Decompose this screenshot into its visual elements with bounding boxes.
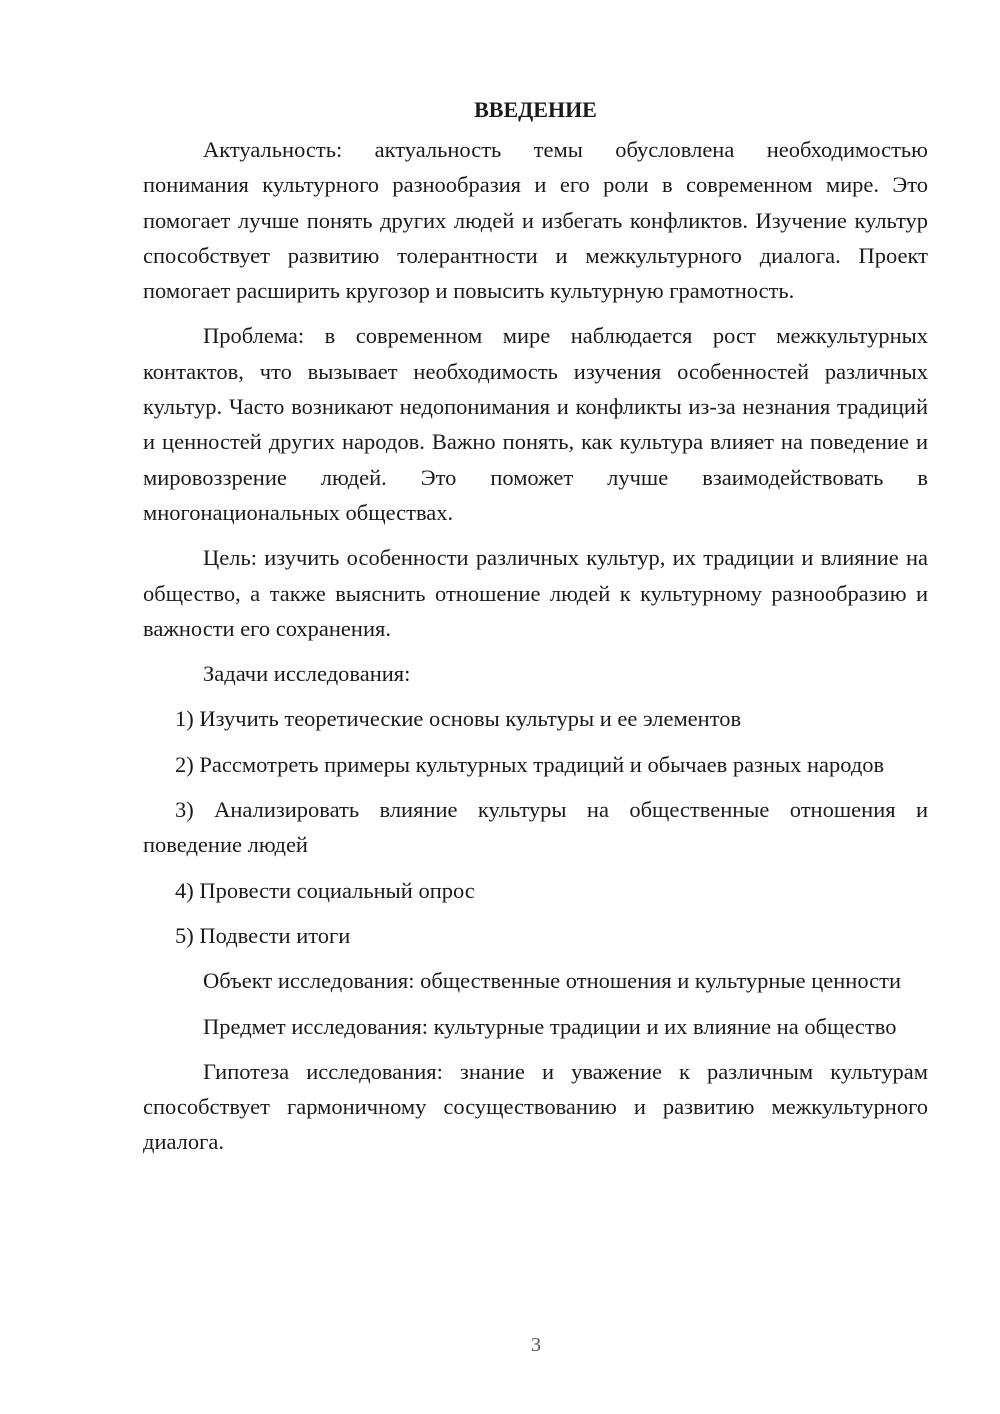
task-item: 1) Изучить теоретические основы культуры и ее элементов: [175, 706, 742, 732]
page-number: 3: [531, 1334, 541, 1356]
task-item: 3) Анализировать влияние культуры на общественные отношения и поведение людей: [143, 797, 928, 858]
hypothesis-paragraph: Гипотеза исследования: знание и уважение к различным культурам способствует гармоничному сосуществованию и развитию межкультурного диалога.: [143, 1058, 928, 1155]
relevance-paragraph: Актуальность: актуальность темы обусловлена необходимостью понимания культурного разнообразия и его роли в современном мире. Это помогает лучше понять других людей и избегать конфликтов. Изучение культур способствует развитию толерантности и межкультурного диалога. Проект помогает расширить кругозор и повысить культурную грамотность.: [143, 137, 928, 304]
subject-paragraph: Предмет исследования: культурные традиции и их влияние на общество: [203, 1013, 897, 1039]
object-paragraph: Объект исследования: общественные отношения и культурные ценности: [203, 968, 901, 994]
problem-paragraph: Проблема: в современном мире наблюдается рост межкультурных контактов, что вызывает необходимость изучения особенностей различных культур. Часто возникают недопонимания и конфликты из-за незнания традиций и ценностей других народов. Важно понять, как культура влияет на поведение и мировоззрение людей. Это поможет лучше взаимодействовать в многонациональных обществах.: [143, 323, 928, 525]
section-heading: ВВЕДЕНИЕ: [474, 97, 597, 122]
goal-paragraph: Цель: изучить особенности различных культур, их традиции и влияние на общество, а также выяснить отношение людей к культурному разнообразию и важности его сохранения.: [143, 545, 928, 641]
document-page: [143, 90, 928, 1170]
task-item: 2) Рассмотреть примеры культурных традиций и обычаев разных народов: [175, 751, 885, 777]
task-item: 5) Подвести итоги: [175, 922, 351, 948]
task-item: 4) Провести социальный опрос: [175, 877, 475, 903]
tasks-heading: Задачи исследования:: [203, 661, 411, 687]
